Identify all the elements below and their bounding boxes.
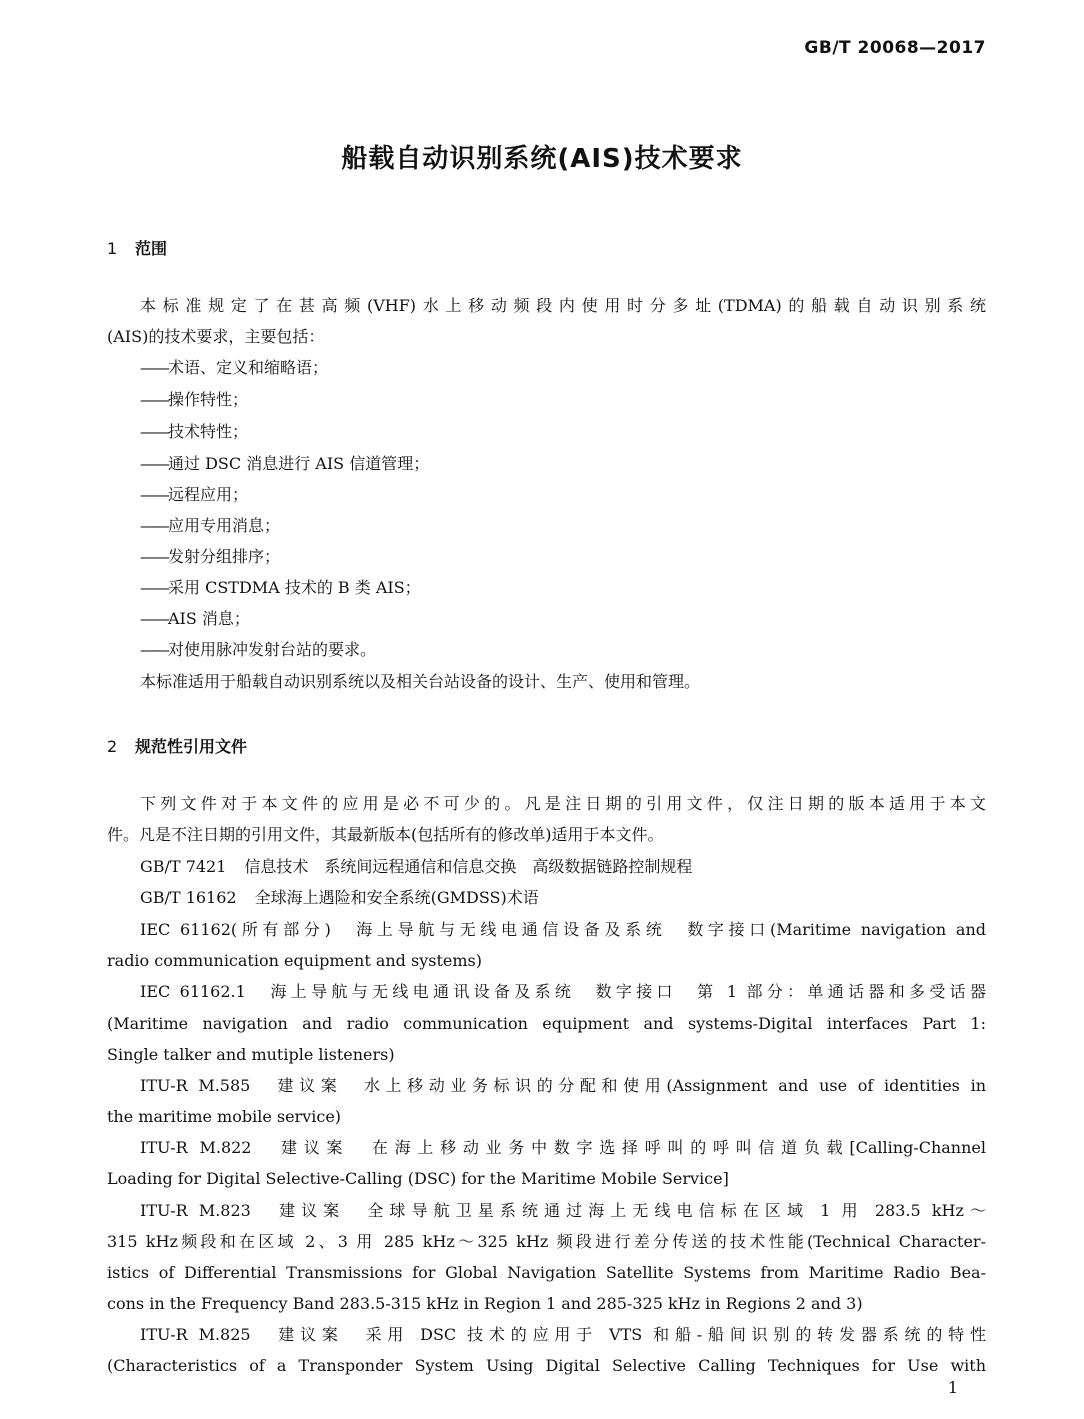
section-2-intro-line-1: 下列文件对于本文件的应用是必不可少的。凡是注日期的引用文件，仅注日期的版本适用于本文: [140, 794, 986, 813]
reference-itu-m823-line-4: cons in the Frequency Band 283.5-315 kHz in Region 1 and 285-325 kHz in Regions 2 and 3): [107, 1294, 863, 1313]
reference-itu-m825-line-1: ITU-R M.825 建议案 采用 DSC 技术的应用于 VTS 和船-船间识别的转发器系统的特性: [140, 1325, 986, 1344]
reference-gbt-16162: GB/T 16162 全球海上遇险和安全系统(GMDSS)术语: [140, 888, 539, 907]
standard-number: GB/T 20068—2017: [804, 38, 986, 58]
section-1-number: 1: [107, 239, 118, 258]
list-item: ——远程应用；: [140, 485, 249, 504]
reference-itu-m585-line-1: ITU-R M.585 建议案 水上移动业务标识的分配和使用(Assignment and use of identities in: [140, 1076, 986, 1095]
list-item: ——对使用脉冲发射台站的要求。: [140, 640, 377, 659]
list-item: ——应用专用消息；: [140, 516, 281, 535]
reference-itu-m585-line-2: the maritime mobile service): [107, 1107, 342, 1126]
list-item: ——发射分组排序；: [140, 547, 281, 566]
reference-itu-m822-line-1: ITU-R M.822 建议案 在海上移动业务中数字选择呼叫的呼叫信道负载[Calling-Channel: [140, 1138, 986, 1157]
section-1-intro-line-2: (AIS)的技术要求，主要包括：: [107, 327, 325, 346]
list-item: ——AIS 消息；: [140, 609, 250, 628]
reference-iec-61162-line-2: radio communication equipment and systems): [107, 951, 482, 970]
section-2-number: 2: [107, 737, 118, 756]
list-item: ——技术特性；: [140, 422, 249, 441]
reference-gbt-7421: GB/T 7421 信息技术 系统间远程通信和信息交换 高级数据链路控制规程: [140, 857, 693, 876]
list-item: ——通过 DSC 消息进行 AIS 信道管理；: [140, 454, 430, 473]
reference-itu-m823-line-1: ITU-R M.823 建议案 全球导航卫星系统通过海上无线电信标在区域 1 用 283.5 kHz～: [140, 1201, 986, 1220]
reference-itu-m823-line-2: 315 kHz频段和在区域 2、3 用 285 kHz～325 kHz 频段进行差分传送的技术性能(Technical Character-: [107, 1232, 986, 1251]
reference-iec-61162-1-line-3: Single talker and mutiple listeners): [107, 1045, 395, 1064]
reference-iec-61162-1-line-1: IEC 61162.1 海上导航与无线电通讯设备及系统 数字接口 第 1 部分：单通话器和多受话器: [140, 982, 986, 1001]
reference-iec-61162-line-1: IEC 61162(所有部分) 海上导航与无线电通信设备及系统 数字接口(Maritime navigation and: [140, 920, 986, 939]
page-number: 1: [947, 1378, 958, 1397]
page-title: 船载自动识别系统(AIS)技术要求: [341, 144, 743, 174]
reference-iec-61162-1-line-2: (Maritime navigation and radio communication equipment and systems-Digital interfaces Part 1:: [107, 1014, 986, 1033]
section-1-title: 范围: [135, 239, 168, 258]
section-1-intro-line-1: 本标准规定了在甚高频(VHF)水上移动频段内使用时分多址(TDMA)的船载自动识别系统: [140, 296, 986, 315]
section-2-title: 规范性引用文件: [135, 737, 248, 756]
section-2-heading: [107, 734, 247, 757]
section-1-scope-statement: 本标准适用于船载自动识别系统以及相关台站设备的设计、生产、使用和管理。: [140, 672, 701, 691]
reference-itu-m822-line-2: Loading for Digital Selective-Calling (DSC) for the Maritime Mobile Service]: [107, 1169, 729, 1188]
reference-itu-m823-line-3: istics of Differential Transmissions for Global Navigation Satellite Systems from Maritime Radio Bea-: [107, 1263, 986, 1282]
list-item: ——采用 CSTDMA 技术的 B 类 AIS；: [140, 578, 421, 597]
list-item: ——操作特性；: [140, 390, 249, 409]
reference-itu-m825-line-2: (Characteristics of a Transponder System Using Digital Selective Calling Techniques for Use with: [107, 1356, 986, 1375]
list-item: ——术语、定义和缩略语；: [140, 358, 329, 377]
section-1-heading: [107, 236, 167, 259]
section-2-intro-line-2: 件。凡是不注日期的引用文件，其最新版本(包括所有的修改单)适用于本文件。: [107, 825, 664, 844]
